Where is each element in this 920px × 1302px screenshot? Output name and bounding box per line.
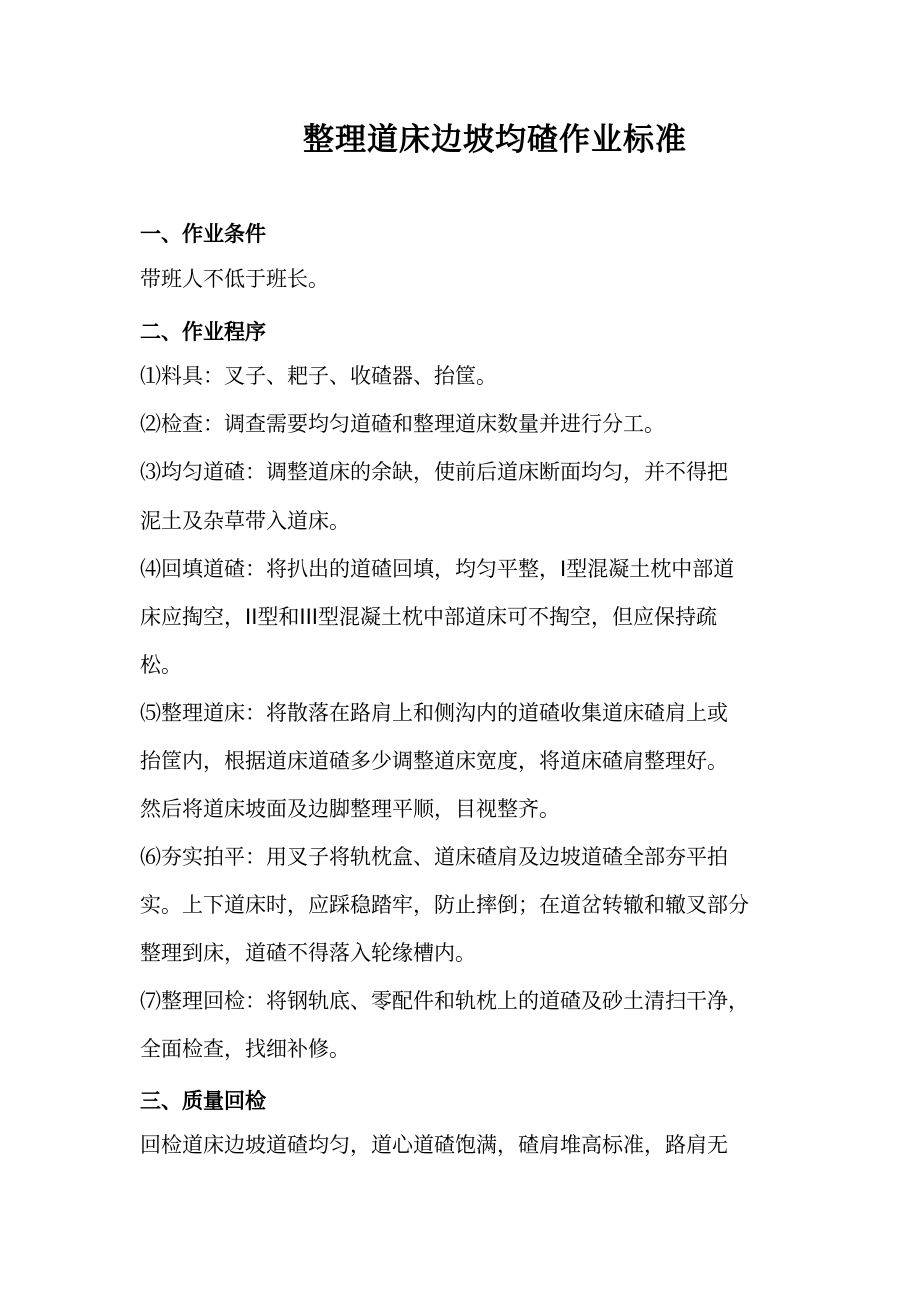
paragraph-line: ⑷回填道碴：将扒出的道碴回填，均匀平整，I型混凝土枕中部道: [140, 557, 735, 581]
paragraph-line: 带班人不低于班长。: [140, 267, 329, 291]
paragraph-line: ⑴料具：叉子、耙子、收碴器、抬筐。: [140, 364, 497, 388]
section-heading-conditions: 一、作业条件: [140, 222, 266, 246]
section-heading-quality-check: 三、质量回检: [140, 1089, 266, 1113]
paragraph-line: 实。上下道床时，应踩稳踏牢，防止摔倒；在道岔转辙和辙叉部分: [140, 893, 749, 917]
paragraph-line: 泥土及杂草带入道床。: [140, 509, 350, 533]
paragraph-line: 床应掏空，II型和III型混凝土枕中部道床可不掏空，但应保持疏: [140, 605, 717, 629]
paragraph-line: 然后将道床坡面及边脚整理平顺，目视整齐。: [140, 797, 560, 821]
paragraph-line: ⑸整理道床：将散落在路肩上和侧沟内的道碴收集道床碴肩上或: [140, 701, 728, 725]
paragraph-line: 回检道床边坡道碴均匀，道心道碴饱满，碴肩堆高标准，路肩无: [140, 1133, 728, 1157]
paragraph-line: ⑶均匀道碴：调整道床的余缺，使前后道床断面均匀，并不得把: [140, 460, 728, 484]
paragraph-line: ⑺整理回检：将钢轨底、零配件和轨枕上的道碴及砂土清扫干净，: [140, 989, 749, 1013]
paragraph-line: 抬筐内，根据道床道碴多少调整道床宽度，将道床碴肩整理好。: [140, 749, 728, 773]
paragraph-line: 全面检查，找细补修。: [140, 1037, 350, 1061]
paragraph-line: ⑵检查：调查需要均匀道碴和整理道床数量并进行分工。: [140, 412, 665, 436]
paragraph-line: ⑹夯实拍平：用叉子将轨枕盒、道床碴肩及边坡道碴全部夯平拍: [140, 845, 728, 869]
paragraph-line: 整理到床，道碴不得落入轮缘槽内。: [140, 941, 476, 965]
document-title: 整理道床边坡均碴作业标准: [303, 122, 687, 158]
section-heading-procedure: 二、作业程序: [140, 320, 266, 344]
paragraph-line: 松。: [140, 653, 182, 677]
